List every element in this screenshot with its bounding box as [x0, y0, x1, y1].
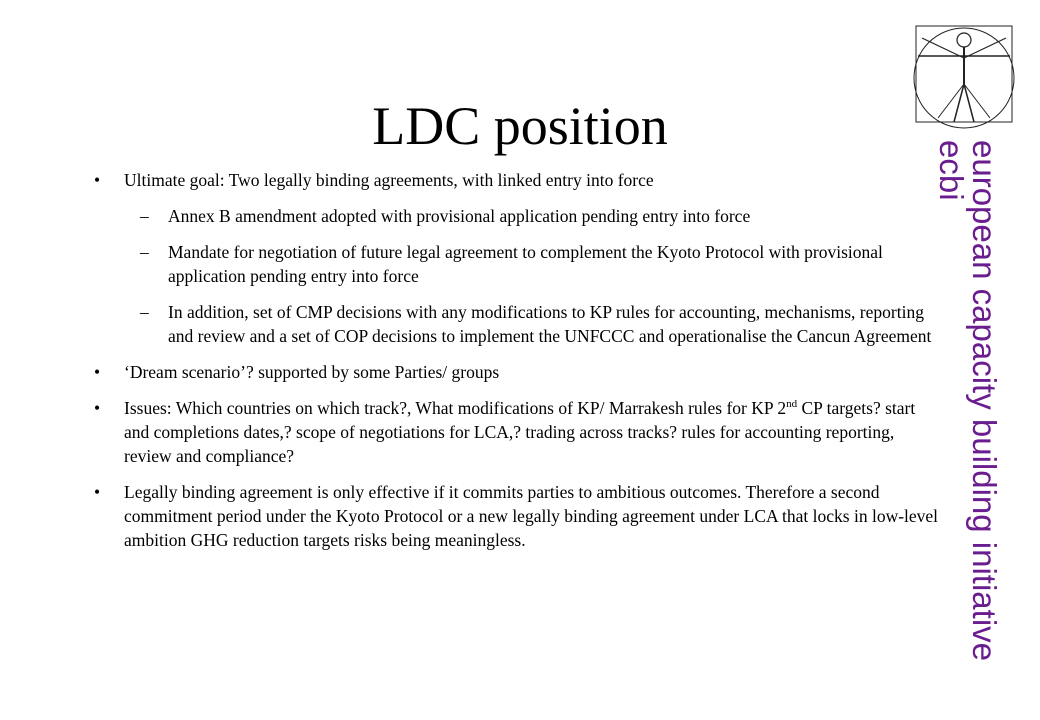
bullet-dream-scenario: [84, 360, 944, 384]
bullet-text: Legally binding agreement is only effective if it commits parties to ambitious outcomes. Therefore a second commitment period under the Kyoto Protocol or a new legally binding agreement under LCA that locks in low-level ambition GHG reduction targets risks being meaningless.: [124, 482, 939, 550]
bullet-issues: [84, 396, 944, 468]
logo: [908, 18, 1020, 130]
bullet-marker: •: [94, 362, 101, 382]
bullet-marker: •: [94, 170, 101, 190]
bullet-text: Ultimate goal: Two legally binding agreements, with linked entry into force: [124, 170, 654, 190]
bullet-ultimate-goal: [84, 168, 944, 192]
bullet-text: ‘Dream scenario’? supported by some Parties/ groups: [124, 362, 500, 382]
sub-bullet-marker: –: [140, 242, 149, 262]
superscript-nd: nd: [786, 398, 798, 411]
brand-line-full: european capacity building initiative: [966, 140, 1003, 662]
sub-bullet-text: Annex B amendment adopted with provisional application pending entry into force: [168, 206, 751, 226]
sub-bullet-marker: –: [140, 302, 149, 322]
bullet-text-part: Issues: Which countries on which track?, What modifications of KP/ Marrakesh rules for KP 2: [124, 398, 787, 418]
bullet-text: [124, 398, 915, 466]
vitruvian-man-icon: [908, 18, 1020, 130]
sub-bullet-mandate: [84, 240, 944, 288]
sub-bullet-cmp-decisions: [84, 300, 944, 348]
sub-bullet-text: In addition, set of CMP decisions with any modifications to KP rules for accounting, mechanisms, reporting and review and a set of COP decisions to implement the UNFCCC and operationalise the Cancun Agreement: [168, 302, 932, 346]
brand-vertical-text: [935, 140, 1001, 661]
sub-bullet-text: Mandate for negotiation of future legal agreement to complement the Kyoto Protocol with provisional application pending entry into force: [168, 242, 883, 286]
brand-line-acronym: ecbi: [933, 140, 970, 201]
bullet-legally-binding: [84, 480, 944, 552]
sub-bullet-marker: –: [140, 206, 149, 226]
slide-title: LDC position: [372, 96, 668, 156]
sub-bullet-annex-b: [84, 204, 944, 228]
bullet-marker: •: [94, 482, 101, 502]
slide-content: [84, 168, 944, 564]
bullet-marker: •: [94, 398, 101, 418]
bullet-text-part: CP targets? start and completions dates,? scope of negotiations for LCA,? trading across tracks? rules for accounting reporting, review and compliance?: [124, 398, 916, 466]
